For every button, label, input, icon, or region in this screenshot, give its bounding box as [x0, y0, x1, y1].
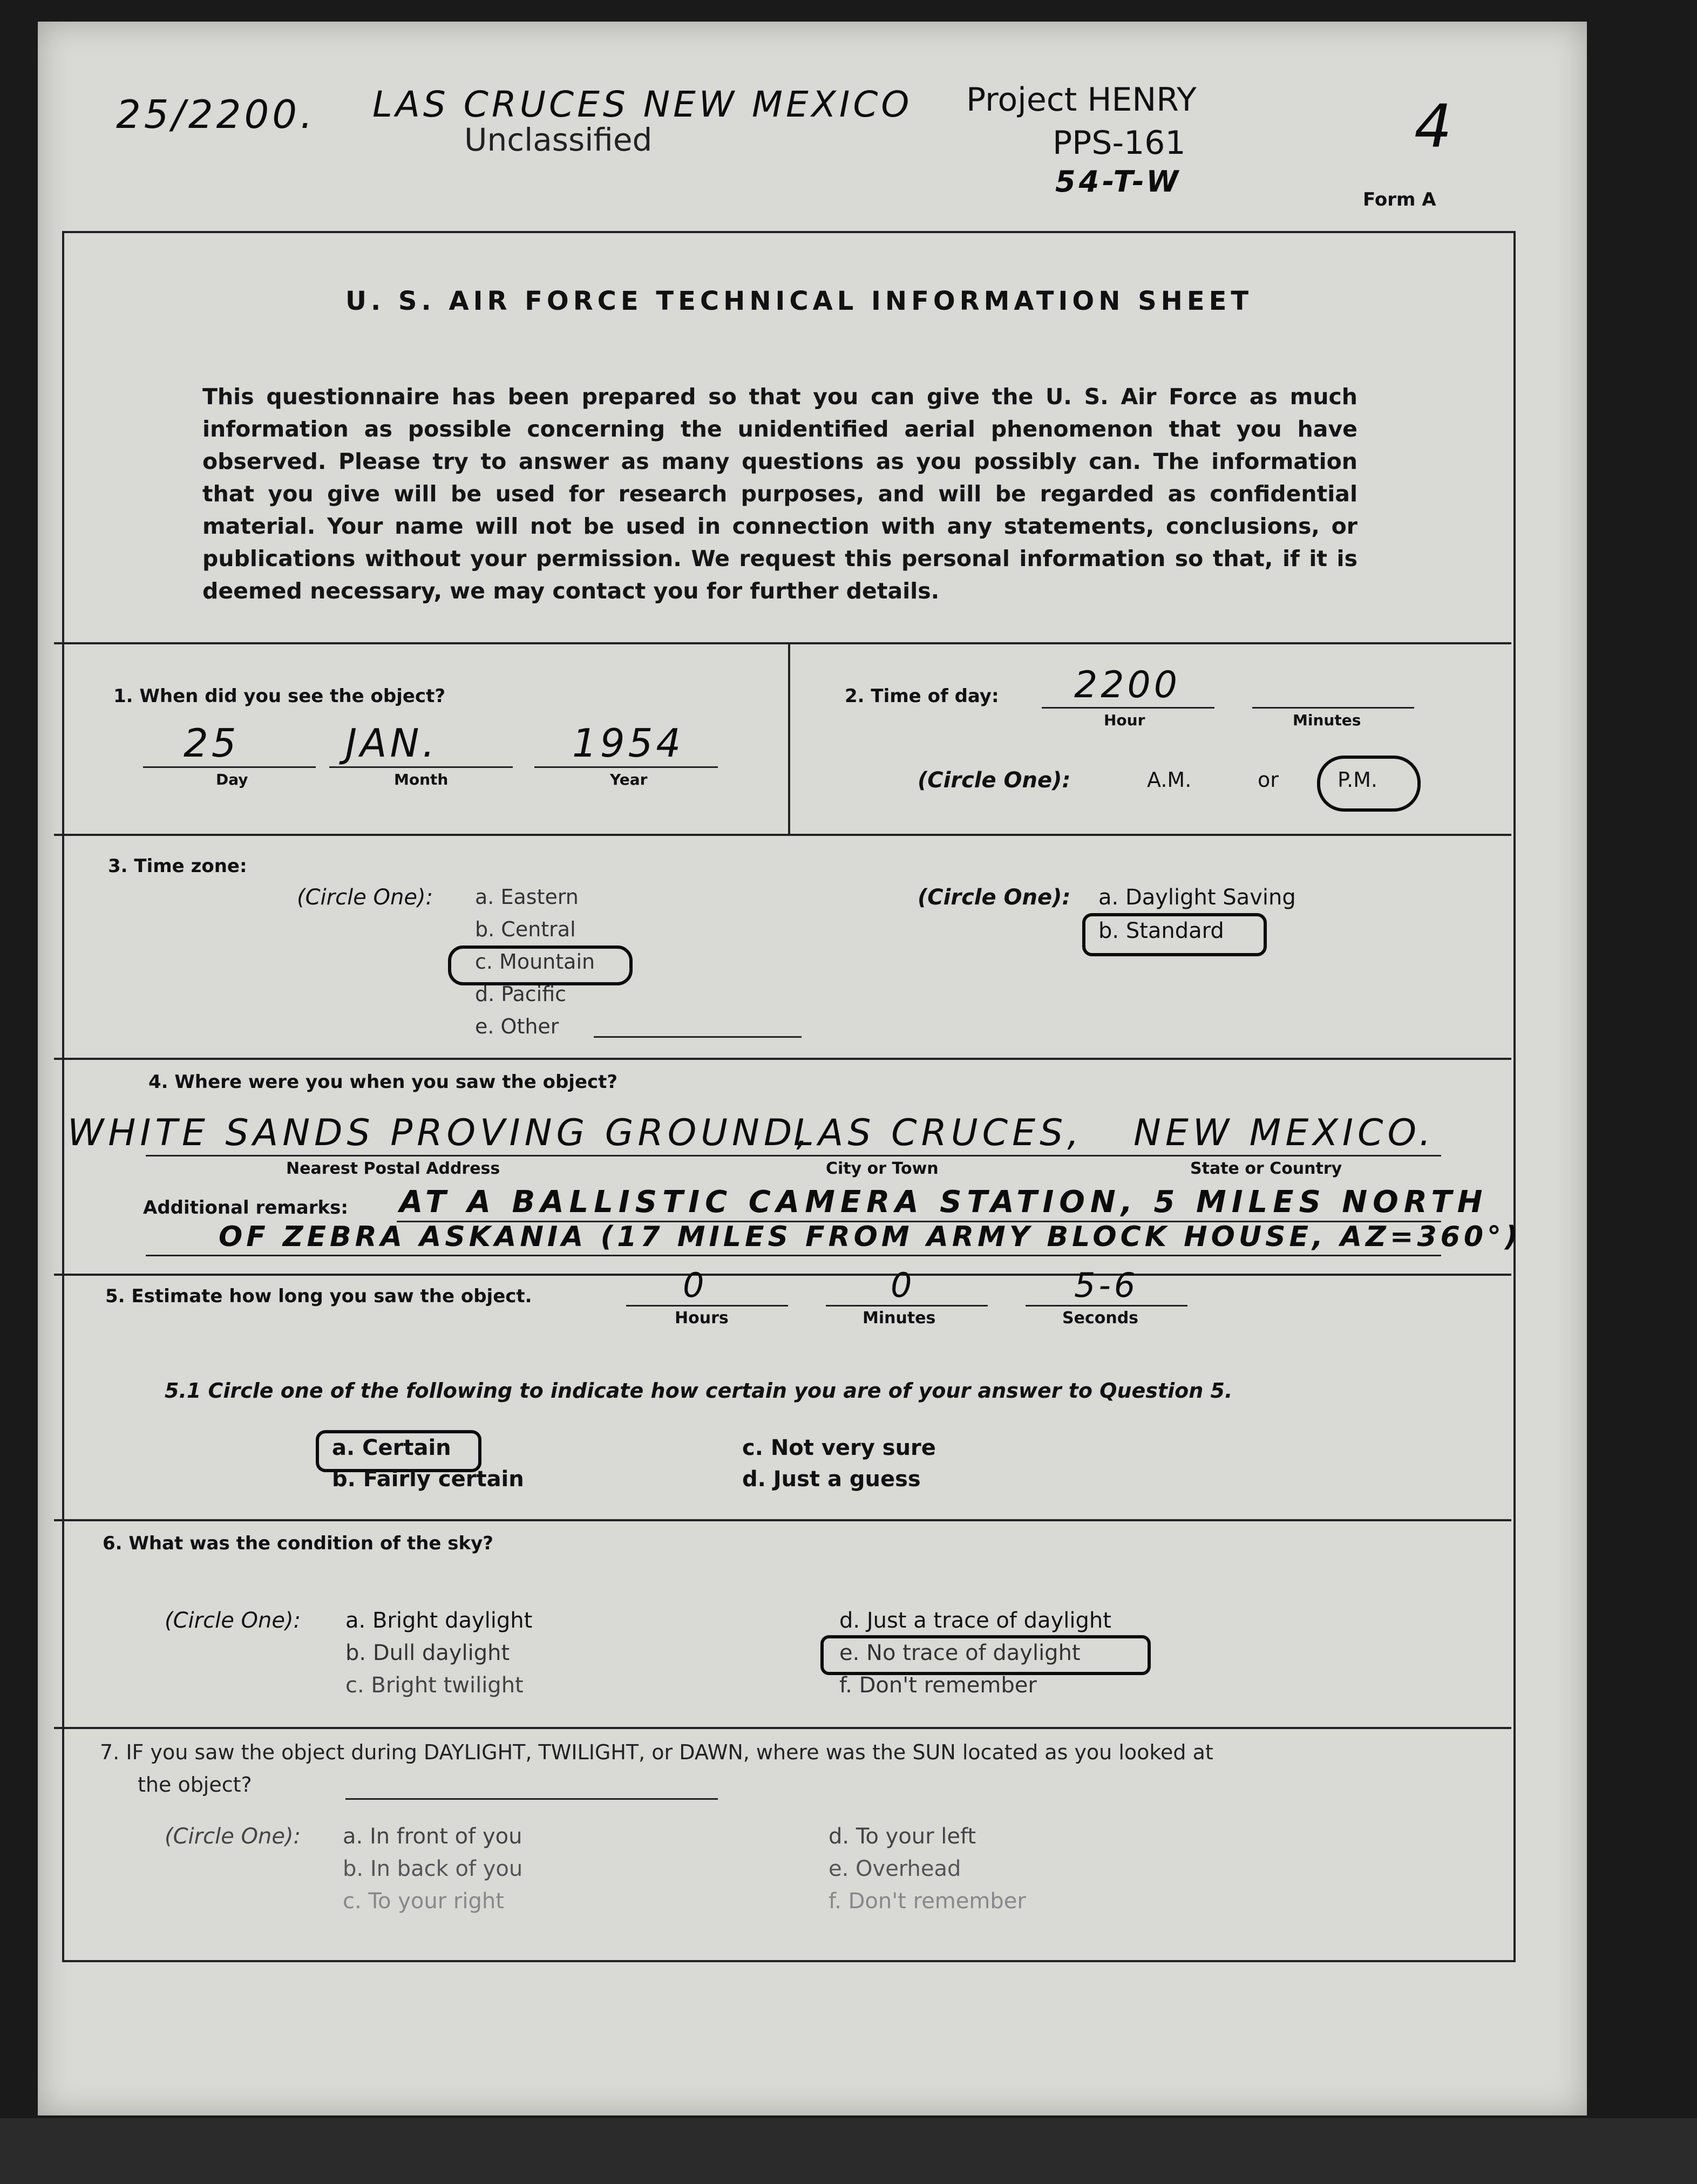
sheet-title: U. S. AIR FORCE TECHNICAL INFORMATION SHEET	[345, 286, 1253, 316]
q6-option-e: e. No trace of daylight	[839, 1641, 1081, 1665]
separator-1	[54, 642, 1511, 644]
separator-6	[54, 1727, 1511, 1729]
q7-option-e: e. Overhead	[829, 1856, 961, 1881]
q5-label: 5. Estimate how long you saw the object.	[105, 1285, 532, 1307]
q5-minutes-line	[826, 1305, 988, 1307]
q6-option-f: f. Don't remember	[839, 1673, 1037, 1698]
q1-year-line	[534, 766, 718, 768]
q4-city-caption: City or Town	[826, 1159, 939, 1178]
q5-1-option-b: b. Fairly certain	[332, 1467, 524, 1492]
q3-option-e: e. Other	[475, 1015, 559, 1038]
q3-standard-circle	[1082, 913, 1267, 956]
separator-5	[54, 1519, 1511, 1521]
q5-hours-line	[626, 1305, 788, 1307]
q7-option-d: d. To your left	[829, 1824, 976, 1849]
q4-address-line	[146, 1155, 1441, 1156]
project-name: Project HENRY	[966, 81, 1197, 119]
q2-minutes-line	[1252, 707, 1414, 709]
classification-stamp: Unclassified	[464, 121, 653, 158]
handwritten-code: 54-T-W	[1055, 165, 1182, 199]
q2-hour-value: 2200	[1074, 664, 1181, 706]
q2-label: 2. Time of day:	[845, 685, 999, 707]
q3-option-d: d. Pacific	[475, 982, 567, 1006]
q1-day-value: 25	[184, 720, 240, 766]
q1-year-caption: Year	[610, 771, 648, 788]
q1-day-line	[143, 766, 316, 768]
q3-mountain-circle	[448, 945, 633, 985]
q3-dst-circle-one: (Circle One):	[918, 885, 1071, 910]
q1-month-caption: Month	[394, 771, 449, 788]
q1-month-line	[329, 766, 513, 768]
q2-hour-caption: Hour	[1104, 711, 1145, 729]
q7-option-c: c. To your right	[343, 1889, 504, 1914]
q5-hours-caption: Hours	[675, 1309, 729, 1328]
q6-no-trace-circle	[820, 1635, 1151, 1675]
q4-address-caption: Nearest Postal Address	[286, 1159, 500, 1178]
q7-option-f: f. Don't remember	[829, 1889, 1026, 1914]
q3-option-a: a. Eastern	[475, 885, 579, 909]
q6-option-a: a. Bright daylight	[345, 1608, 533, 1633]
q2-pm-circle	[1317, 756, 1421, 812]
separator-2	[54, 834, 1511, 836]
q2-pm: P.M.	[1338, 768, 1377, 792]
q6-option-d: d. Just a trace of daylight	[839, 1608, 1111, 1633]
q3-option-c: c. Mountain	[475, 950, 595, 974]
pps-number: PPS-161	[1053, 124, 1186, 162]
q2-minutes-caption: Minutes	[1293, 711, 1361, 729]
form-label: Form A	[1363, 189, 1436, 210]
q5-minutes-caption: Minutes	[863, 1309, 936, 1328]
q7-label-line2: the object?	[138, 1773, 252, 1797]
handwritten-reference: 25/2200.	[116, 92, 316, 137]
q2-or: or	[1258, 768, 1279, 792]
q6-option-b: b. Dull daylight	[345, 1641, 510, 1665]
q2-hour-line	[1042, 707, 1214, 709]
q4-state-caption: State or Country	[1190, 1159, 1342, 1178]
q4-remarks-line1: AT A BALLISTIC CAMERA STATION, 5 MILES NORTH	[399, 1185, 1488, 1220]
intro-paragraph: This questionnaire has been prepared so that you can give the U. S. Air Force as much information as possible concerning the unidentified aerial phenomenon that you have observed. Please try to answer as many questions as you possibly can. The information that you give will be used for research purposes, and will be regarded as confidential material. Your name will not be used in connection with any statements, conclusions, or publications without your permission. We request this personal information so that, if it is deemed necessary, we may contact you for further details.	[202, 384, 1357, 604]
q1-year-value: 1954	[572, 720, 684, 766]
scan-border	[0, 2118, 1697, 2184]
q5-hours-value: 0	[683, 1266, 708, 1305]
q6-label: 6. What was the condition of the sky?	[103, 1533, 494, 1554]
q5-1-option-a: a. Certain	[332, 1435, 451, 1460]
separator-3	[54, 1058, 1511, 1060]
q4-label: 4. Where were you when you saw the object?	[148, 1071, 618, 1093]
q3-other-line	[594, 1036, 802, 1038]
q3-option-b: b. Central	[475, 917, 576, 941]
q6-option-c: c. Bright twilight	[345, 1673, 524, 1698]
q1-month-value: JAN.	[345, 720, 438, 766]
separator-4	[54, 1274, 1511, 1276]
q3-dst-option-b: b. Standard	[1098, 918, 1224, 943]
q4-address-value: WHITE SANDS PROVING GROUND,	[67, 1112, 812, 1154]
q4-state-value: NEW MEXICO.	[1133, 1112, 1435, 1154]
q7-option-a: a. In front of you	[343, 1824, 522, 1849]
q4-remarks-label: Additional remarks:	[143, 1197, 348, 1219]
q2-circle-one: (Circle One):	[918, 768, 1071, 793]
q7-option-b: b. In back of you	[343, 1856, 523, 1881]
q5-1-option-d: d. Just a guess	[742, 1467, 921, 1492]
q5-minutes-value: 0	[891, 1266, 915, 1305]
q7-answer-line	[345, 1798, 718, 1800]
q1-day-caption: Day	[216, 771, 248, 788]
q7-circle-one: (Circle One):	[165, 1824, 301, 1849]
q2-am: A.M.	[1147, 768, 1192, 792]
q3-label: 3. Time zone:	[108, 855, 247, 877]
q6-circle-one: (Circle One):	[165, 1608, 301, 1633]
q1-label: 1. When did you see the object?	[113, 685, 446, 707]
separator-q1-q2	[788, 642, 790, 834]
q4-remarks-underline-2	[146, 1255, 1441, 1256]
q5-seconds-line	[1026, 1305, 1187, 1307]
q3-circle-one: (Circle One):	[297, 885, 433, 910]
q5-seconds-value: 5-6	[1074, 1266, 1139, 1305]
q5-1-label: 5.1 Circle one of the following to indicate how certain you are of your answer to Question 5.	[165, 1379, 1233, 1403]
q7-label-line1: 7. IF you saw the object during DAYLIGHT, TWILIGHT, or DAWN, where was the SUN located as you looked at	[100, 1740, 1213, 1764]
q4-remarks-line2: OF ZEBRA ASKANIA (17 MILES FROM ARMY BLOCK HOUSE, AZ=360°)	[219, 1221, 1522, 1253]
handwritten-location: LAS CRUCES NEW MEXICO	[372, 84, 913, 125]
q3-dst-option-a: a. Daylight Saving	[1098, 885, 1296, 910]
page-number: 4	[1414, 92, 1455, 161]
q5-1-certain-circle	[316, 1430, 481, 1472]
q5-1-option-c: c. Not very sure	[742, 1435, 936, 1460]
q4-city-value: LAS CRUCES,	[793, 1112, 1083, 1154]
q5-seconds-caption: Seconds	[1062, 1309, 1139, 1328]
